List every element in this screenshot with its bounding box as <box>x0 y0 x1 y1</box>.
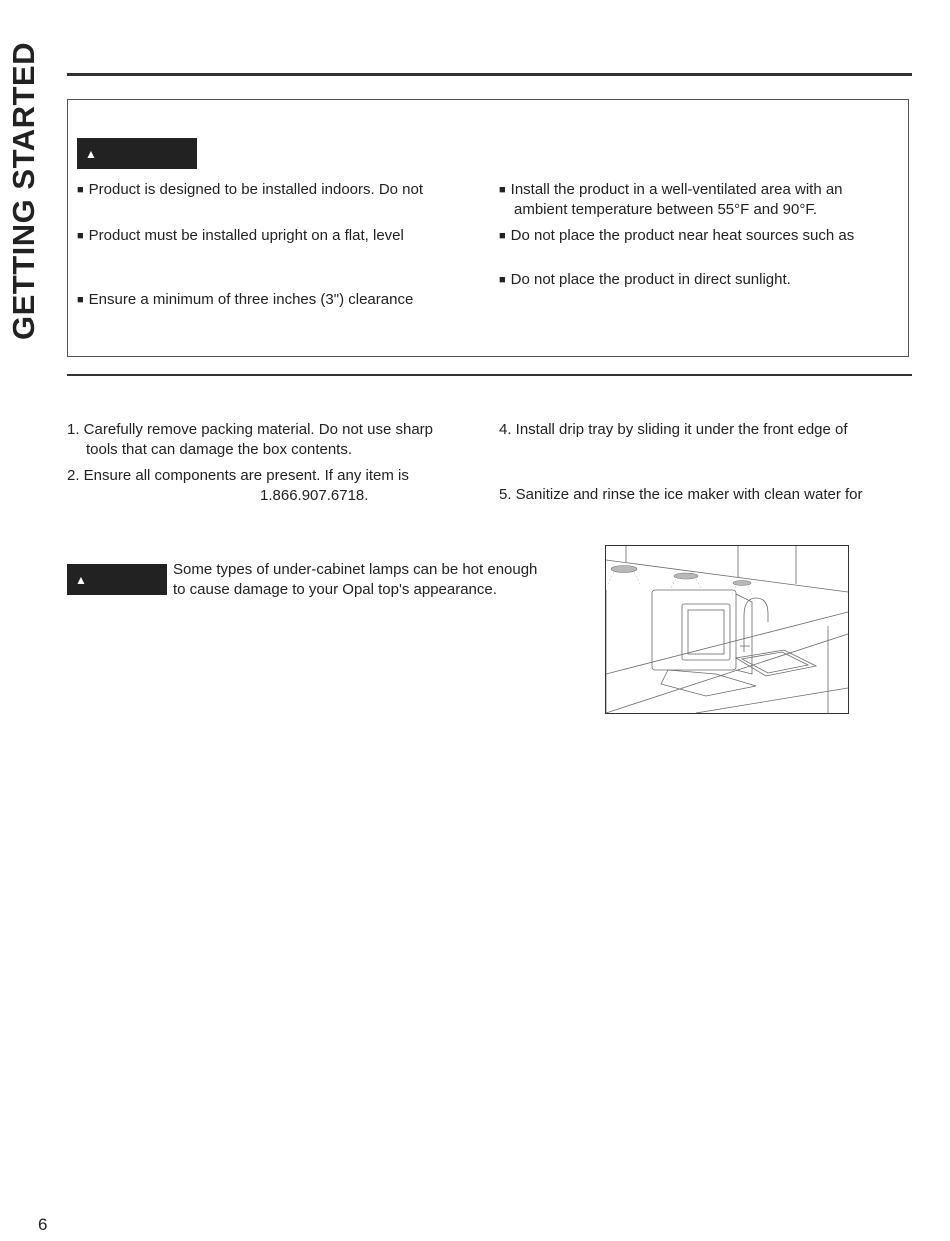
unpack-step-2: 2. Ensure all components are present. If any item is <box>67 467 409 484</box>
unpack-step-1-cont: tools that can damage the box contents. <box>86 441 353 458</box>
kitchen-illustration <box>605 545 849 714</box>
location-bullet-6: ■ Do not place the product in direct sunlight. <box>499 270 791 291</box>
lamp-warning-note <box>173 560 583 600</box>
location-bullet-1: ■ Product is designed to be installed indoors. Do not <box>77 180 423 201</box>
section-title: GETTING STARTED <box>6 42 41 340</box>
warning-triangle-icon: ▲ <box>75 572 87 587</box>
middle-divider <box>67 374 912 376</box>
page-number: 6 <box>38 1215 48 1234</box>
location-bullet-4: ■ Install the product in a well-ventilated area with an <box>499 180 843 201</box>
warning-badge <box>77 138 197 169</box>
lamp-warning-badge <box>67 564 167 595</box>
unpack-step-4: 4. Install drip tray by sliding it under the front edge of <box>499 421 848 438</box>
support-phone-number: 1.866.907.6718. <box>260 487 369 504</box>
lamp-warning-line-2: to cause damage to your Opal top's appearance. <box>173 581 497 598</box>
unpack-step-5: 5. Sanitize and rinse the ice maker with clean water for <box>499 486 863 503</box>
warning-triangle-icon: ▲ <box>85 146 97 161</box>
ice-maker-under-cabinet-drawing <box>606 546 848 713</box>
location-bullet-3: ■ Ensure a minimum of three inches (3") clearance <box>77 290 413 311</box>
top-divider <box>67 73 912 76</box>
unpack-step-1: 1. Carefully remove packing material. Do not use sharp <box>67 421 434 438</box>
location-bullet-4-cont: ambient temperature between 55°F and 90°F. <box>514 201 818 218</box>
lamp-warning-line-1: Some types of under-cabinet lamps can be hot enough <box>173 561 538 578</box>
location-bullet-5: ■ Do not place the product near heat sources such as <box>499 226 854 247</box>
location-bullet-2: ■ Product must be installed upright on a flat, level <box>77 226 404 247</box>
